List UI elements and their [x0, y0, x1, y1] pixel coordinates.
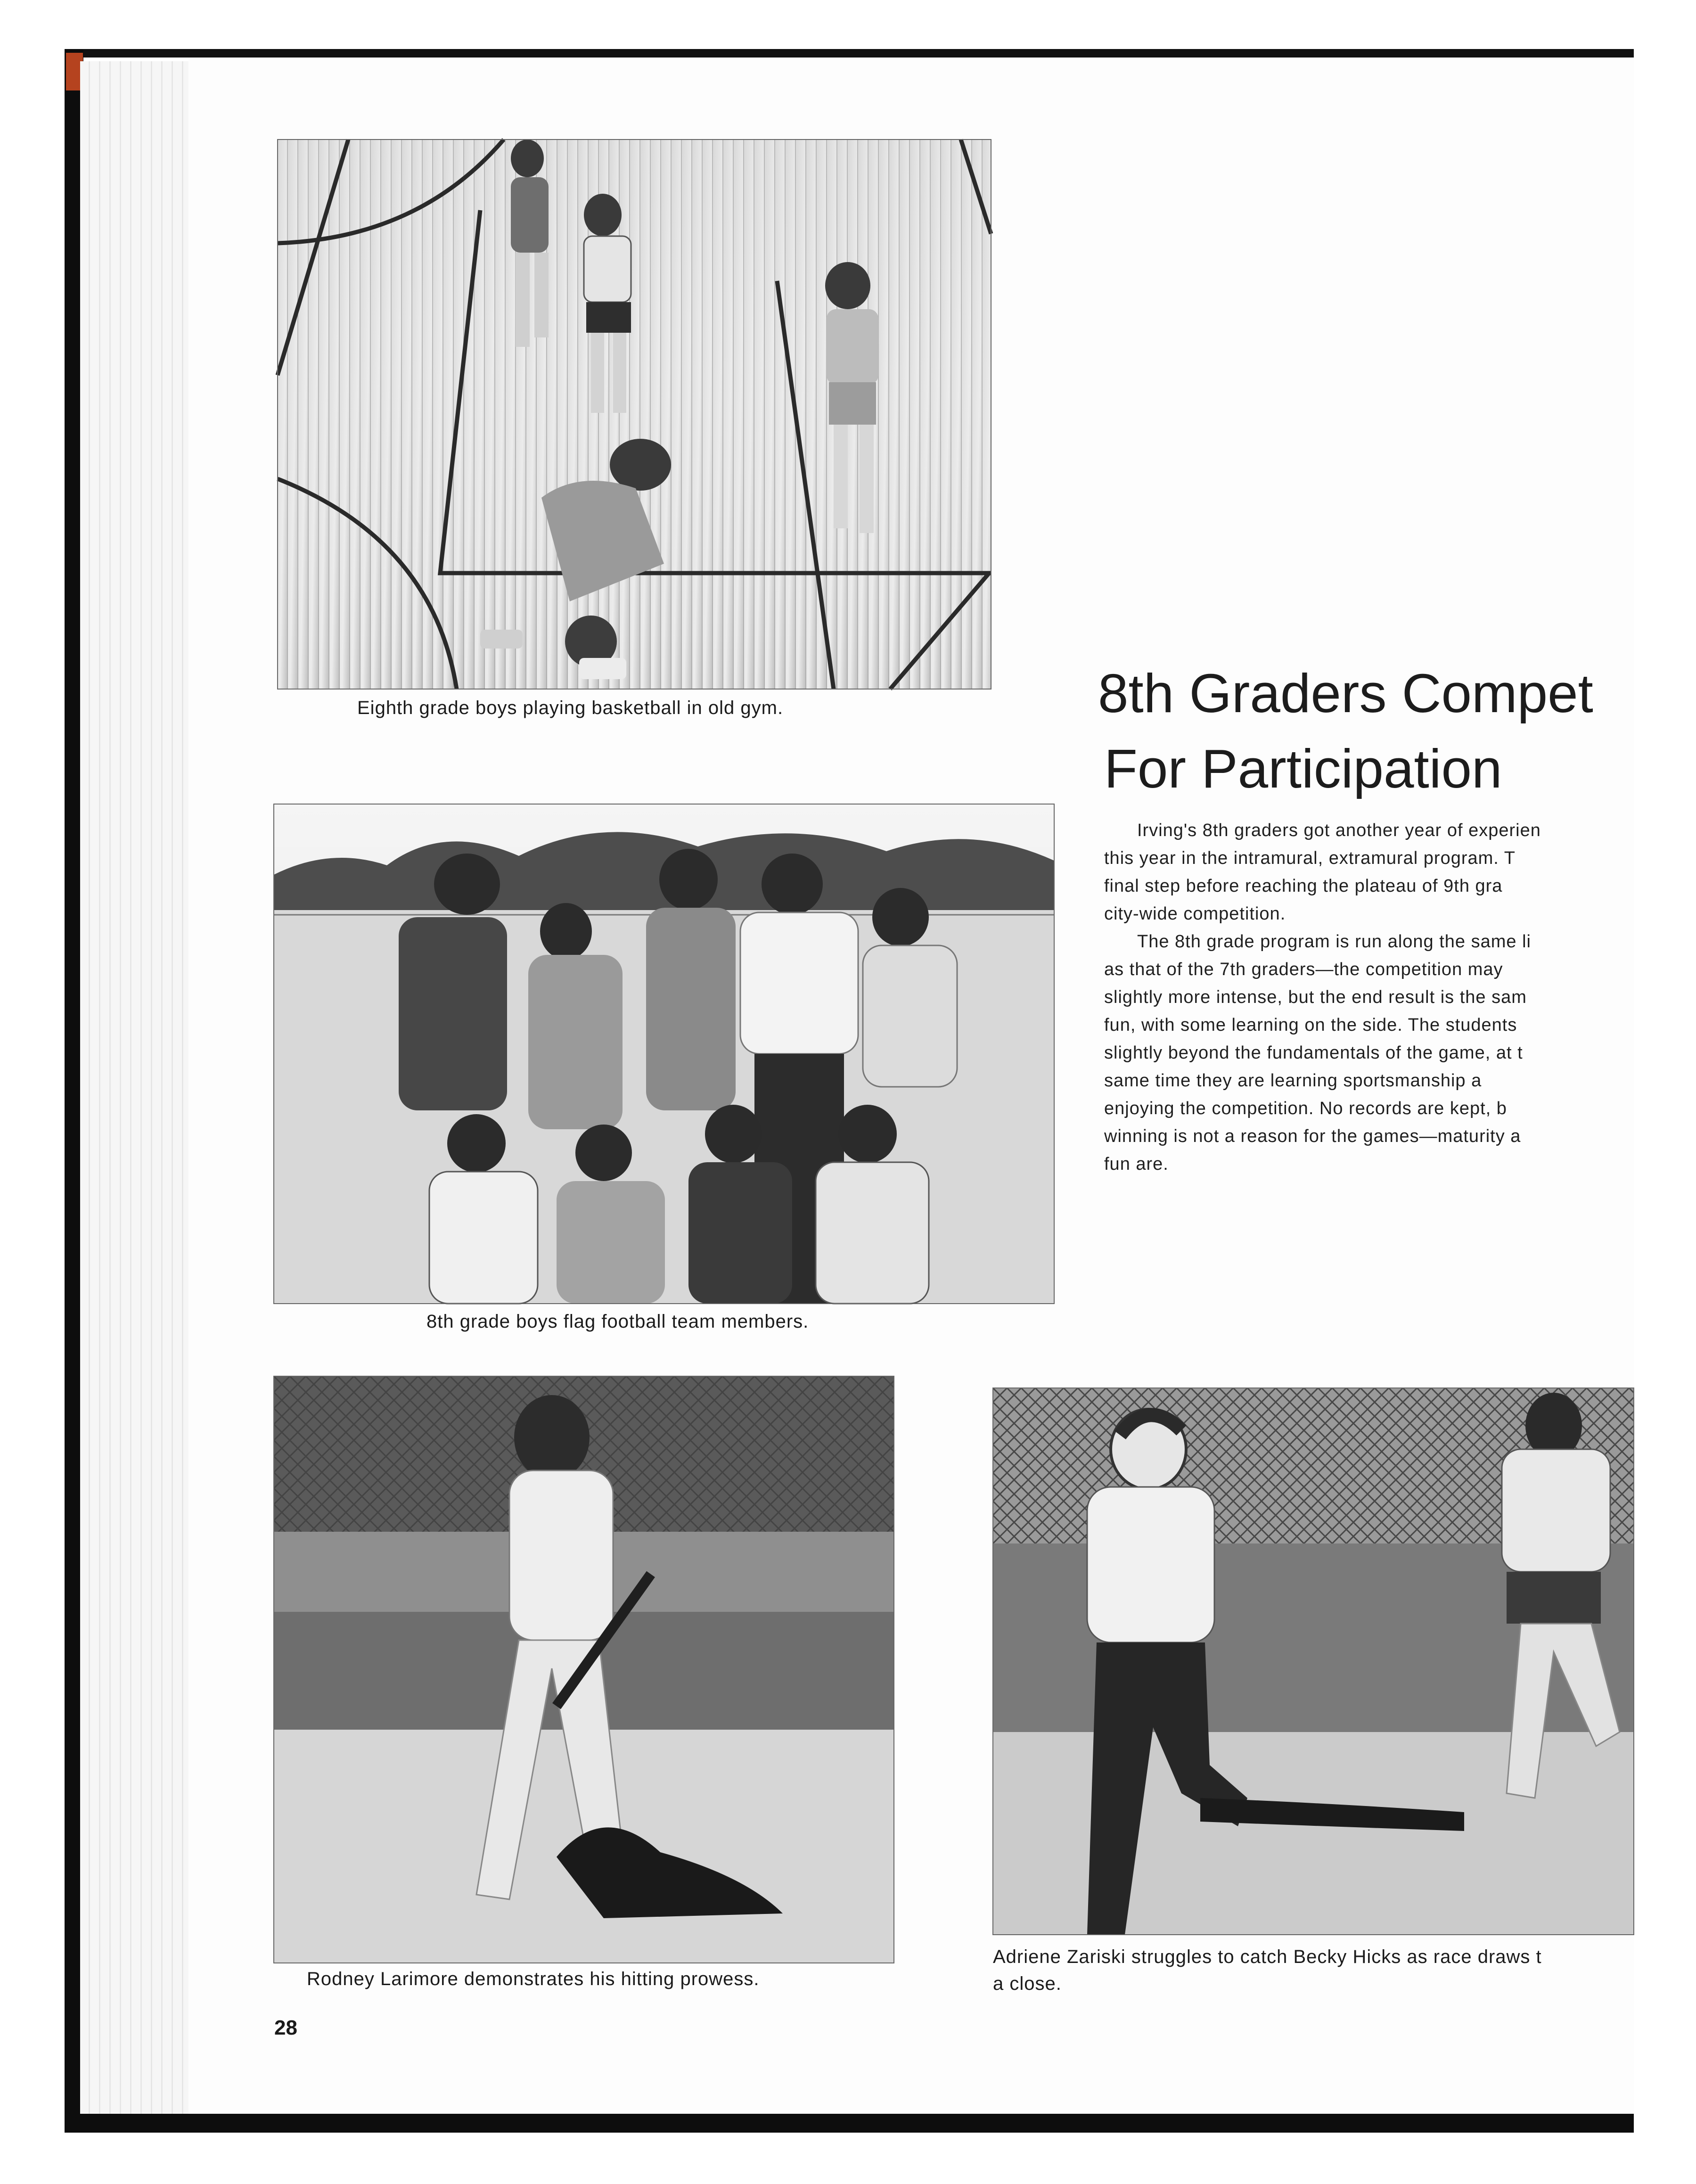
article-line: city-wide competition. — [1104, 904, 1286, 924]
article-line: winning is not a reason for the games—maturity a — [1104, 1126, 1521, 1146]
flag-football-image — [274, 804, 1054, 1304]
article-headline-line1: 8th Graders Compet — [1098, 663, 1593, 724]
caption-softball-batter: Rodney Larimore demonstrates his hitting prowess. — [307, 1969, 760, 1989]
photo-flag-football-team — [274, 804, 1054, 1304]
article-line: this year in the intramural, extramural program. T — [1104, 848, 1516, 868]
caption-gym-basketball: Eighth grade boys playing basketball in old gym. — [357, 698, 784, 718]
book-page-edges — [80, 61, 189, 2121]
article-body — [1104, 817, 1634, 1174]
scan-frame-bottom — [65, 2114, 1634, 2133]
caption-girls-race-line2: a close. — [993, 1973, 1062, 1994]
article-line: fun, with some learning on the side. The students — [1104, 1015, 1517, 1035]
article-line: slightly beyond the fundamentals of the game, at t — [1104, 1043, 1523, 1063]
article-line: fun are. — [1104, 1154, 1169, 1174]
gym-basketball-image — [278, 140, 991, 689]
article-line: as that of the 7th graders—the competition may — [1104, 960, 1503, 979]
article-line: slightly more intense, but the end result is the sam — [1104, 987, 1527, 1007]
caption-flag-football: 8th grade boys flag football team members. — [426, 1311, 809, 1332]
photo-gym-basketball — [278, 140, 991, 689]
scan-frame-top — [65, 49, 1634, 57]
caption-girls-race-line1: Adriene Zariski struggles to catch Becky Hicks as race draws t — [993, 1946, 1542, 1967]
article-headline-line2: For Participation — [1104, 738, 1502, 799]
softball-batter-image — [274, 1376, 894, 1963]
page-number: 28 — [274, 2016, 297, 2039]
photo-softball-batter — [274, 1376, 894, 1963]
girls-race-image — [993, 1388, 1634, 1935]
article-line: Irving's 8th graders got another year of experien — [1137, 821, 1541, 840]
article-line: enjoying the competition. No records are kept, b — [1104, 1099, 1507, 1118]
article-line: same time they are learning sportsmanship a — [1104, 1071, 1482, 1091]
article-line: The 8th grade program is run along the same li — [1137, 932, 1531, 952]
article-line: final step before reaching the plateau of 9th gra — [1104, 876, 1503, 896]
photo-girls-race — [993, 1388, 1634, 1935]
